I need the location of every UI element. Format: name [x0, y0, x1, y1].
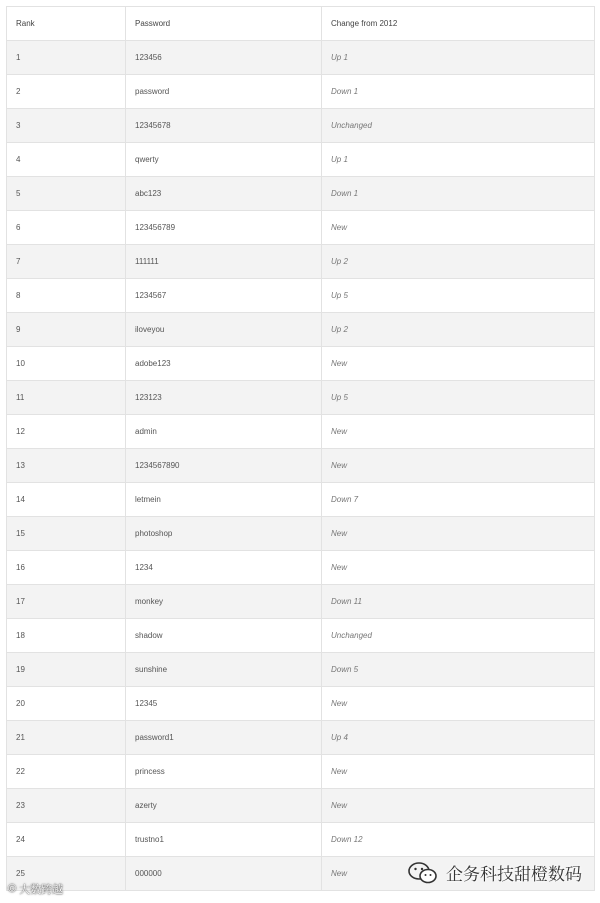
column-header-password: Password: [126, 7, 322, 41]
password-cell: iloveyou: [126, 313, 322, 347]
change-cell: Up 2: [322, 313, 595, 347]
rank-cell: 4: [7, 143, 126, 177]
source-watermark: [8, 881, 63, 897]
table-row: [7, 789, 595, 823]
password-cell: shadow: [126, 619, 322, 653]
rank-cell: 19: [7, 653, 126, 687]
rank-cell: 15: [7, 517, 126, 551]
password-cell: 111111: [126, 245, 322, 279]
table-row: [7, 211, 595, 245]
password-cell: adobe123: [126, 347, 322, 381]
table-header-row: [7, 7, 595, 41]
table-row: [7, 823, 595, 857]
table-row: [7, 449, 595, 483]
change-cell: Up 1: [322, 41, 595, 75]
password-cell: azerty: [126, 789, 322, 823]
table-row: [7, 551, 595, 585]
table-row: [7, 415, 595, 449]
rank-cell: 6: [7, 211, 126, 245]
password-cell: trustno1: [126, 823, 322, 857]
rank-cell: 18: [7, 619, 126, 653]
wechat-icon: [408, 862, 438, 884]
change-cell: Down 12: [322, 823, 595, 857]
password-cell: monkey: [126, 585, 322, 619]
change-cell: Up 2: [322, 245, 595, 279]
change-cell: New: [322, 857, 595, 891]
rank-cell: 12: [7, 415, 126, 449]
change-cell: Down 5: [322, 653, 595, 687]
rank-cell: 8: [7, 279, 126, 313]
password-cell: 1234567: [126, 279, 322, 313]
rank-cell: 3: [7, 109, 126, 143]
rank-cell: 17: [7, 585, 126, 619]
change-cell: Down 11: [322, 585, 595, 619]
rank-cell: 11: [7, 381, 126, 415]
change-cell: New: [322, 517, 595, 551]
change-cell: Up 5: [322, 381, 595, 415]
table-row: [7, 381, 595, 415]
password-cell: qwerty: [126, 143, 322, 177]
change-cell: New: [322, 449, 595, 483]
password-cell: 123456789: [126, 211, 322, 245]
password-ranking-table: [6, 6, 595, 891]
change-cell: New: [322, 415, 595, 449]
rank-cell: 21: [7, 721, 126, 755]
change-cell: Down 1: [322, 177, 595, 211]
table-row: [7, 517, 595, 551]
copyright-icon: ©: [8, 883, 17, 895]
password-cell: princess: [126, 755, 322, 789]
password-cell: letmein: [126, 483, 322, 517]
password-cell: 123123: [126, 381, 322, 415]
table-row: [7, 619, 595, 653]
column-header-change: Change from 2012: [322, 7, 595, 41]
rank-cell: 13: [7, 449, 126, 483]
source-watermark-text: 大数跨越: [19, 884, 64, 896]
table-row: [7, 279, 595, 313]
rank-cell: 9: [7, 313, 126, 347]
table-row: [7, 109, 595, 143]
change-cell: Up 5: [322, 279, 595, 313]
table-row: [7, 687, 595, 721]
table-row: [7, 483, 595, 517]
password-cell: abc123: [126, 177, 322, 211]
table-row: [7, 41, 595, 75]
wechat-watermark: [408, 860, 582, 885]
change-cell: Unchanged: [322, 109, 595, 143]
password-cell: sunshine: [126, 653, 322, 687]
rank-cell: 14: [7, 483, 126, 517]
table-row: [7, 245, 595, 279]
change-cell: Unchanged: [322, 619, 595, 653]
change-cell: New: [322, 211, 595, 245]
table-row: [7, 755, 595, 789]
table-row: [7, 313, 595, 347]
password-cell: password1: [126, 721, 322, 755]
rank-cell: 1: [7, 41, 126, 75]
password-cell: 12345678: [126, 109, 322, 143]
change-cell: New: [322, 347, 595, 381]
rank-cell: 16: [7, 551, 126, 585]
table-row: [7, 653, 595, 687]
rank-cell: 5: [7, 177, 126, 211]
table-row: [7, 143, 595, 177]
rank-cell: 10: [7, 347, 126, 381]
password-cell: admin: [126, 415, 322, 449]
password-cell: photoshop: [126, 517, 322, 551]
table-row: [7, 347, 595, 381]
change-cell: New: [322, 551, 595, 585]
change-cell: New: [322, 755, 595, 789]
rank-cell: 20: [7, 687, 126, 721]
password-cell: 123456: [126, 41, 322, 75]
rank-cell: 2: [7, 75, 126, 109]
table-row: [7, 177, 595, 211]
change-cell: Down 7: [322, 483, 595, 517]
rank-cell: 22: [7, 755, 126, 789]
change-cell: Down 1: [322, 75, 595, 109]
password-cell: 1234567890: [126, 449, 322, 483]
password-cell: 000000: [126, 857, 322, 891]
table-row: [7, 75, 595, 109]
password-cell: 12345: [126, 687, 322, 721]
change-cell: New: [322, 789, 595, 823]
rank-cell: 24: [7, 823, 126, 857]
column-header-rank: Rank: [7, 7, 126, 41]
password-cell: password: [126, 75, 322, 109]
password-cell: 1234: [126, 551, 322, 585]
table-row: [7, 721, 595, 755]
wechat-watermark-text: 企务科技甜橙数码: [446, 865, 582, 884]
rank-cell: 23: [7, 789, 126, 823]
change-cell: Up 1: [322, 143, 595, 177]
change-cell: New: [322, 687, 595, 721]
rank-cell: 7: [7, 245, 126, 279]
rank-cell: 25: [7, 857, 126, 891]
table-body: [7, 41, 595, 891]
change-cell: Up 4: [322, 721, 595, 755]
table-row: [7, 585, 595, 619]
